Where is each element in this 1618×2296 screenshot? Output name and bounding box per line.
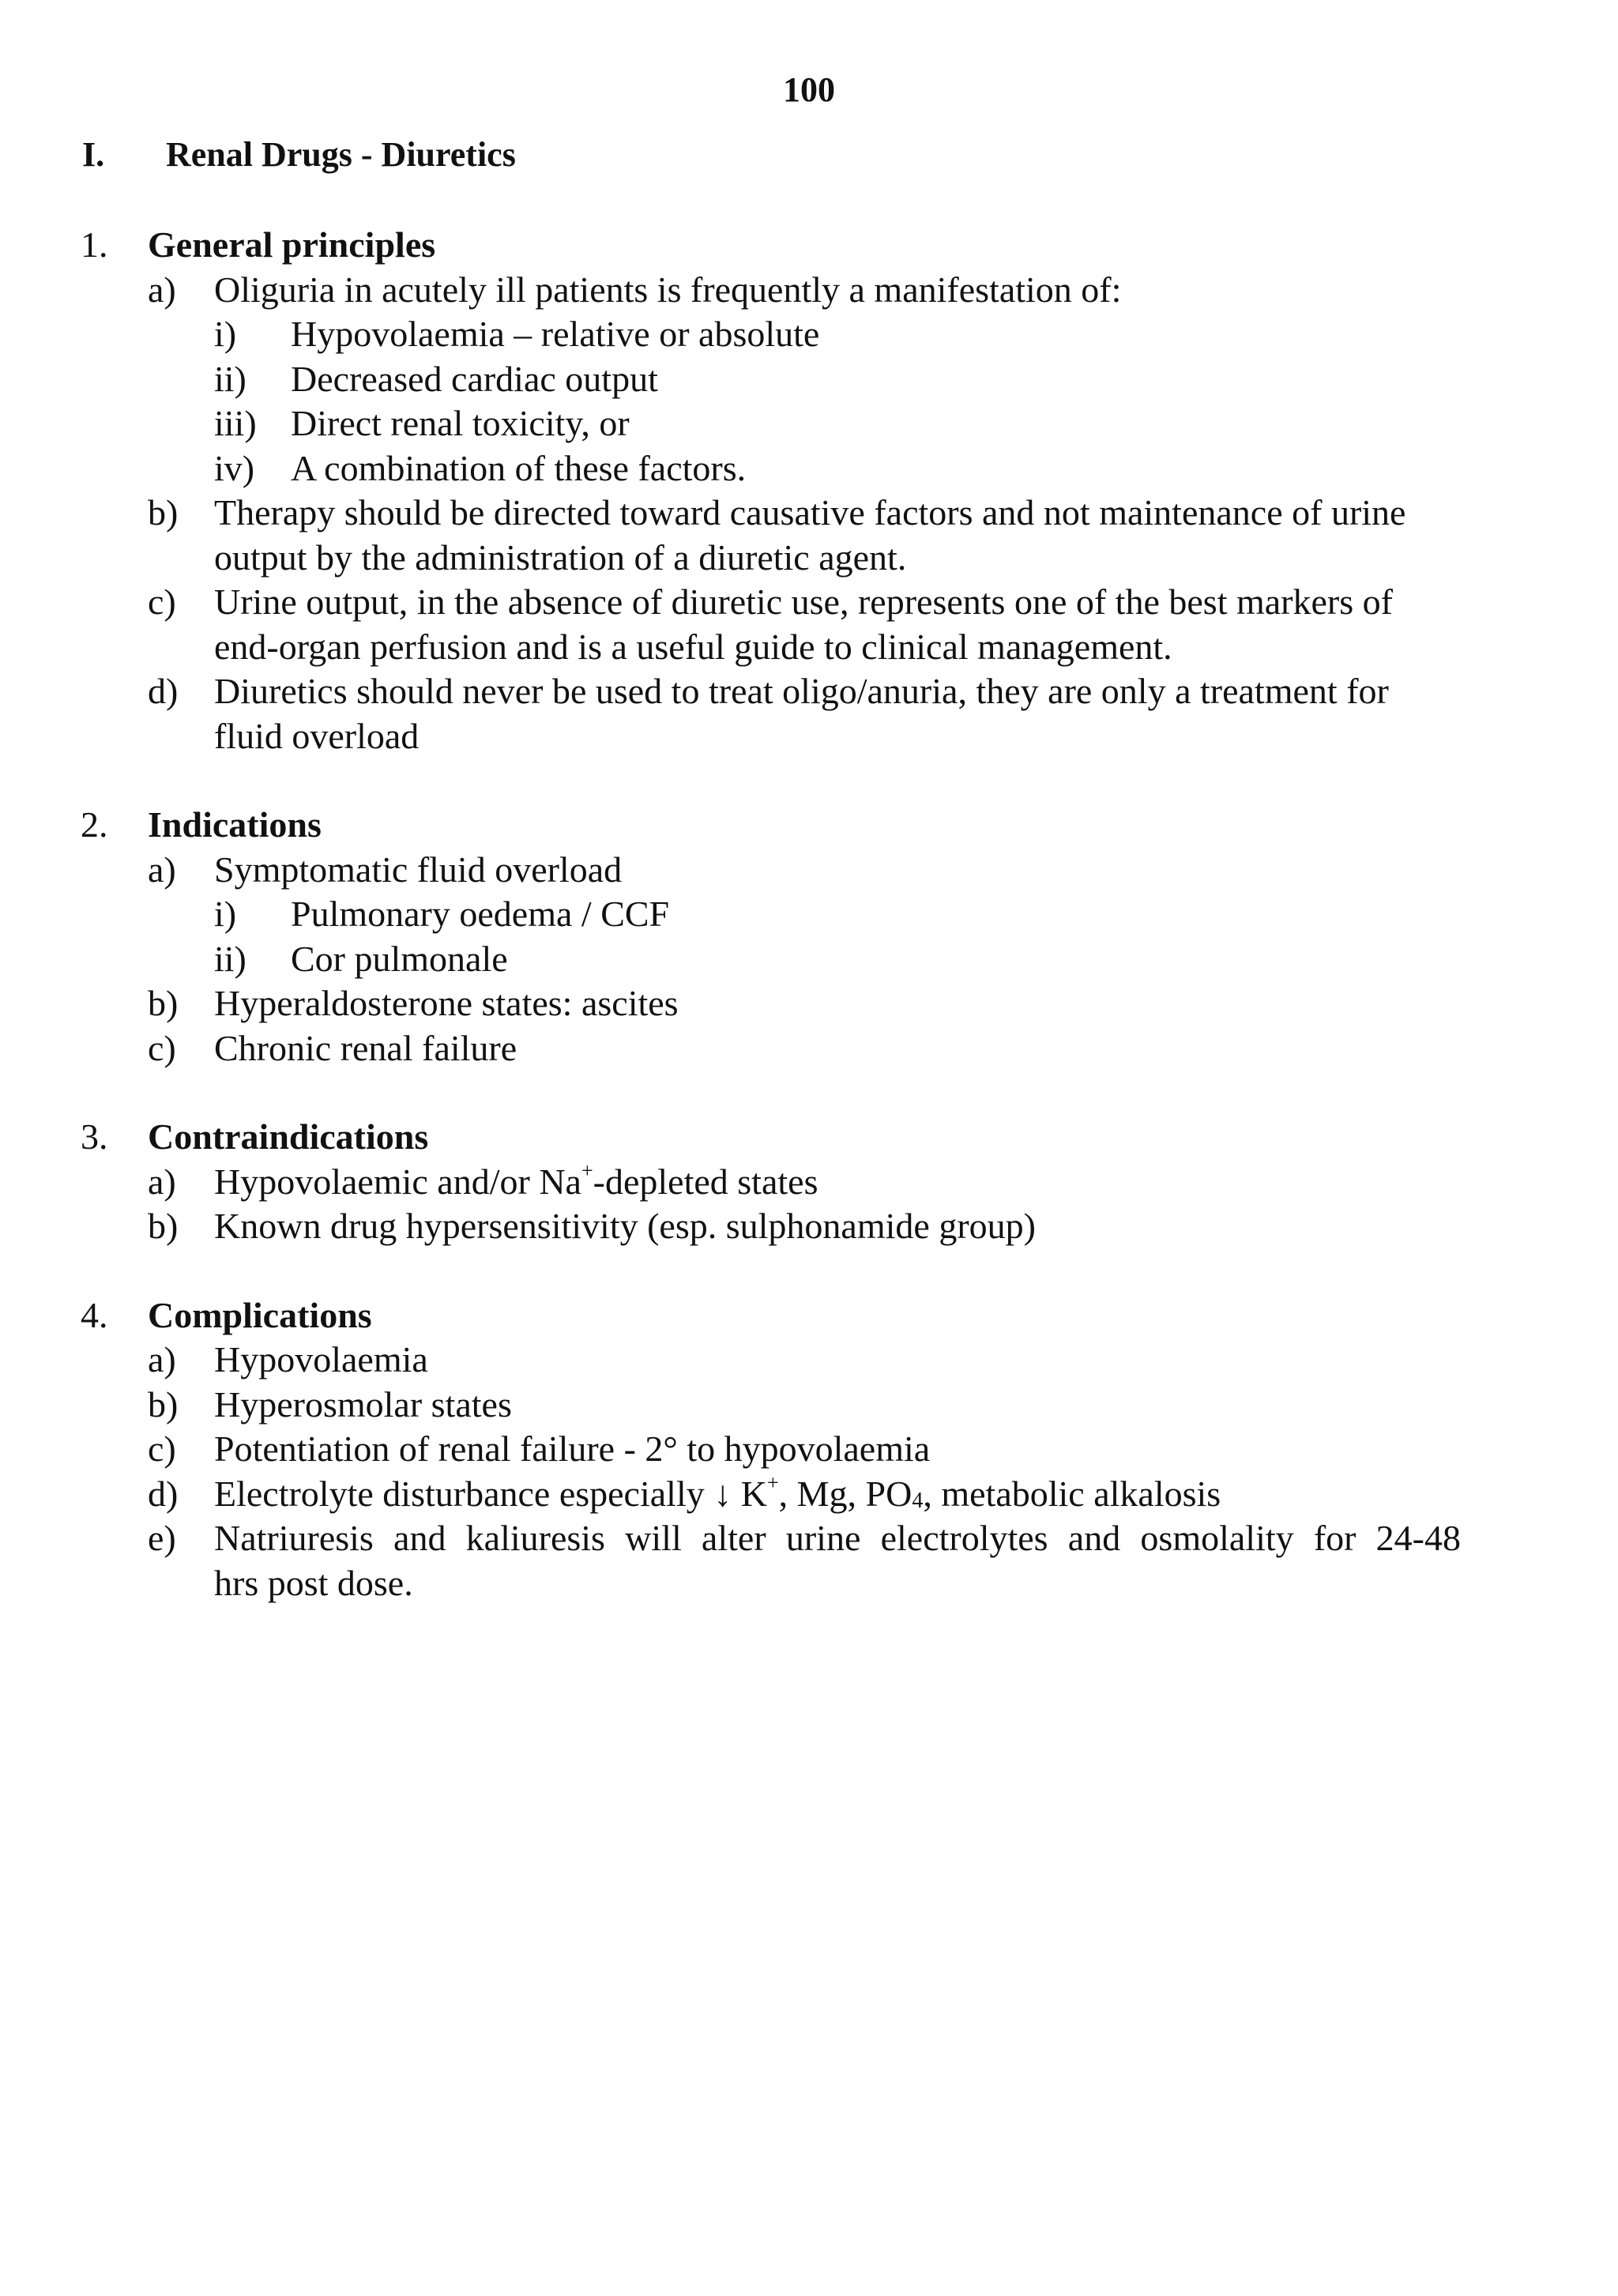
- item-text: Hypovolaemia: [214, 1339, 428, 1379]
- section-indications: [0, 803, 1618, 1071]
- item-text-part: Electrolyte disturbance especially ↓ K: [214, 1473, 767, 1514]
- sub-list-item: [0, 401, 1618, 446]
- list-item: [0, 1383, 1618, 1428]
- list-item: [0, 848, 1618, 893]
- list-item-continuation: [0, 1561, 1618, 1606]
- sub-item-marker: i): [214, 314, 237, 354]
- list-item-continuation: [0, 714, 1618, 759]
- chapter-heading: [82, 133, 516, 177]
- sub-item-marker: ii): [214, 938, 246, 979]
- list-item: [0, 669, 1618, 714]
- item-text: Chronic renal failure: [214, 1027, 517, 1068]
- list-item: [0, 1472, 1618, 1517]
- list-item: [0, 268, 1618, 313]
- item-text: hrs post dose.: [214, 1562, 413, 1603]
- item-text: output by the administration of a diuretic agent.: [214, 536, 907, 578]
- list-item: [0, 1160, 1618, 1205]
- item-marker: d): [148, 671, 179, 711]
- section-heading: [0, 223, 1618, 268]
- item-text: Diuretics should never be used to treat oligo/anuria, they are only a treatment for: [214, 671, 1389, 711]
- sub-item-text: A combination of these factors.: [291, 447, 747, 488]
- item-marker: b): [148, 492, 179, 533]
- item-text: Hyperaldosterone states: ascites: [214, 983, 679, 1023]
- item-text: end-organ perfusion and is a useful guide to clinical management.: [214, 626, 1172, 667]
- item-text: Therapy should be directed toward causative factors and not maintenance of urine: [214, 492, 1406, 533]
- item-text: [214, 1160, 818, 1205]
- item-marker: a): [148, 849, 176, 890]
- item-text: Potentiation of renal failure - 2° to hypovolaemia: [214, 1428, 931, 1469]
- item-marker: b): [148, 1206, 179, 1246]
- sub-item-marker: ii): [214, 358, 246, 399]
- item-text-part: , metabolic alkalosis: [923, 1473, 1221, 1514]
- list-item-continuation: [0, 625, 1618, 670]
- sub-list-item: [0, 357, 1618, 402]
- list-item: [0, 1427, 1618, 1472]
- item-text: Known drug hypersensitivity (esp. sulphonamide group): [214, 1206, 1036, 1246]
- list-item: [0, 580, 1618, 625]
- list-item: [0, 1026, 1618, 1071]
- section-heading: [0, 1293, 1618, 1338]
- item-text: fluid overload: [214, 715, 420, 756]
- section-number: 1.: [81, 224, 108, 265]
- sub-item-text: Direct renal toxicity, or: [291, 403, 630, 443]
- section-general-principles: [0, 223, 1618, 758]
- sub-item-text: Pulmonary oedema / CCF: [291, 894, 670, 934]
- item-text: Hyperosmolar states: [214, 1383, 512, 1425]
- section-contraindications: [0, 1115, 1618, 1249]
- item-marker: a): [148, 1161, 176, 1202]
- item-marker: c): [148, 1428, 176, 1469]
- item-text: Urine output, in the absence of diuretic use, represents one of the best markers of: [214, 582, 1393, 622]
- item-marker: e): [148, 1518, 176, 1558]
- superscript-plus: +: [766, 1471, 779, 1495]
- chapter-numeral: I.: [82, 135, 105, 174]
- item-text-part: , Mg, PO: [778, 1473, 912, 1514]
- sub-list-item: [0, 312, 1618, 357]
- section-title: Complications: [148, 1294, 372, 1335]
- section-title: Indications: [148, 804, 322, 845]
- sub-item-text: Decreased cardiac output: [291, 358, 658, 399]
- item-text: Oliguria in acutely ill patients is frequently a manifestation of:: [214, 269, 1122, 310]
- list-item-continuation: [0, 536, 1618, 581]
- item-marker: d): [148, 1473, 179, 1514]
- sub-item-marker: iv): [214, 447, 255, 488]
- superscript-plus: +: [581, 1159, 593, 1183]
- item-text: Symptomatic fluid overload: [214, 849, 623, 890]
- sub-item-marker: iii): [214, 403, 257, 443]
- subscript-4: 4: [912, 1488, 924, 1513]
- section-heading: [0, 1115, 1618, 1160]
- list-item: [0, 1338, 1618, 1383]
- item-text-part: -depleted states: [593, 1161, 818, 1202]
- document-body: [0, 223, 1618, 1650]
- section-number: 2.: [81, 804, 108, 845]
- item-text: [214, 1472, 1221, 1517]
- section-title: General principles: [148, 224, 436, 265]
- list-item: [0, 1516, 1618, 1561]
- item-marker: a): [148, 1339, 176, 1379]
- chapter-title: Renal Drugs - Diuretics: [166, 135, 516, 174]
- item-marker: b): [148, 983, 179, 1023]
- section-complications: [0, 1293, 1618, 1606]
- sub-item-text: Cor pulmonale: [291, 938, 508, 979]
- sub-item-text: Hypovolaemia – relative or absolute: [291, 314, 820, 354]
- sub-list-item: [0, 937, 1618, 982]
- item-marker: c): [148, 582, 176, 622]
- section-number: 3.: [81, 1116, 108, 1157]
- section-title: Contraindications: [148, 1116, 429, 1157]
- list-item: [0, 491, 1618, 536]
- sub-list-item: [0, 892, 1618, 937]
- page-number: 100: [783, 70, 835, 109]
- section-number: 4.: [81, 1294, 108, 1335]
- item-marker: b): [148, 1383, 179, 1425]
- list-item: [0, 1204, 1618, 1249]
- item-text: Natriuresis and kaliuresis will alter urine electrolytes and osmolality for 24-48: [214, 1518, 1461, 1558]
- item-marker: c): [148, 1027, 176, 1068]
- sub-list-item: [0, 446, 1618, 491]
- item-marker: a): [148, 269, 176, 310]
- section-heading: [0, 803, 1618, 848]
- list-item: [0, 981, 1618, 1026]
- sub-item-marker: i): [214, 894, 237, 934]
- item-text-part: Hypovolaemic and/or Na: [214, 1161, 581, 1202]
